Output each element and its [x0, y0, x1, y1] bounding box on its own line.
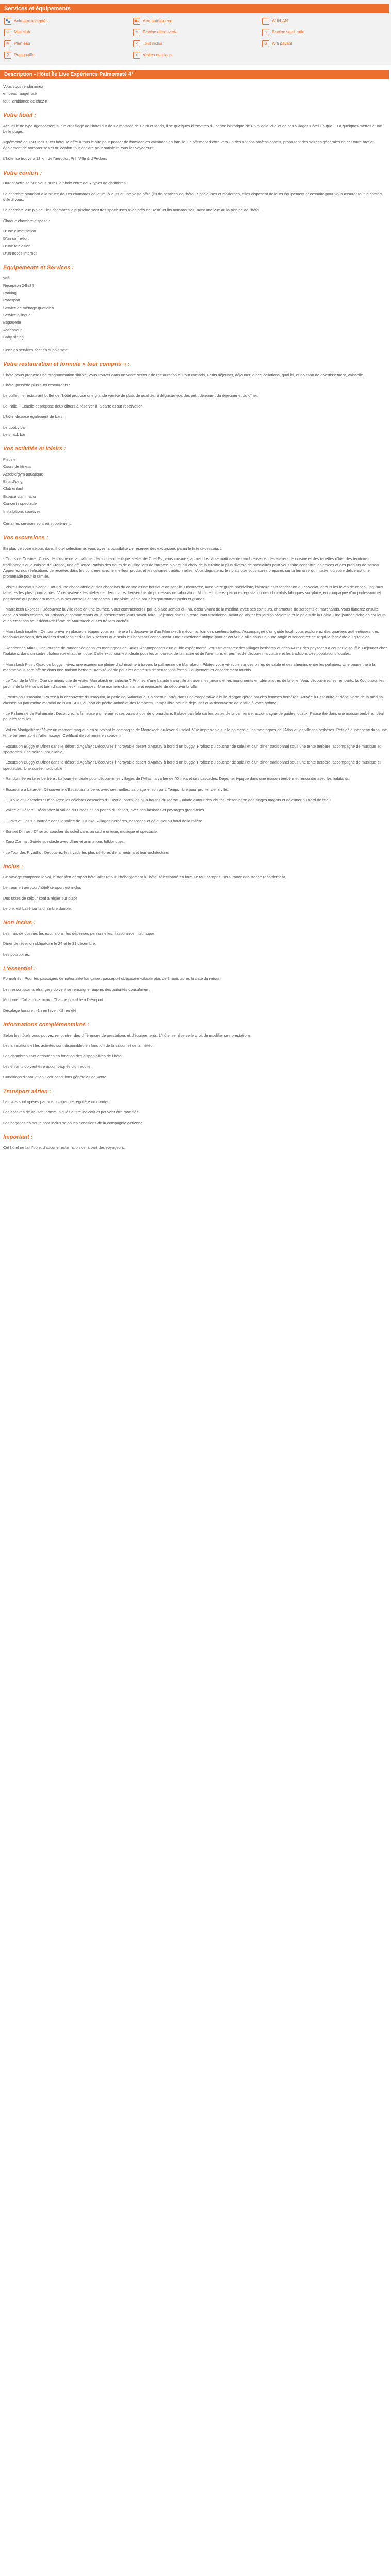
nonincluded-list [3, 930, 388, 957]
service-label: Wifi/LAN [272, 19, 288, 23]
excursion-item: - Vallée et Désert : Découvrez la vallée du Dadès et les portes du désert, avec ses kasbahs et paysages grandioses. [3, 808, 205, 813]
excursion-item: - Ourika et Oasis : Journée dans la vallée de l'Ourika. Villages berbères, cascades et déjeuner au bord de la rivière. [3, 818, 203, 823]
kids-icon: ☺ [4, 29, 11, 36]
activities-title: Vos activités et loisirs : [3, 446, 66, 452]
activities-note: Certaines services sont en supplément. [3, 521, 72, 526]
info-item: Les enfants doivent être accompagnés d'un adulte. [3, 1064, 92, 1069]
excursion-item: - Vol en Montgolfière : Vivez un moment magique en survolant la campagne de Marrakech au lever du soleil. Vue imprenable sur la palmeraie, les montagnes de l'Atlas et les villages berbères. Petit déjeuner servi dans une tente berbère après l'atterrissage. Certificat de vol remis en souvenir. [3, 727, 387, 738]
room-type: La chambre standard à la située de Les chambres de 22 m² à 2 lits et une vaste offre (lit) de services de l'hôtel. Spacieuses et modernes, elles disposent de leurs équipement nécessaire pour vous assurer tout le confort utile à vous. [3, 191, 382, 202]
visit-icon: ⌕ [133, 52, 140, 59]
nonincluded-item: Les pourboires. [3, 952, 30, 957]
formula-intro-restaurants: L'hôtel possède plusieurs restaurants : [3, 382, 70, 387]
list-item: Piscine [3, 456, 16, 462]
list-item: Parasport [3, 298, 20, 303]
list-item: Installations sportives [3, 509, 41, 514]
list-item: Ascenseur [3, 327, 22, 332]
services-grid [0, 18, 391, 59]
transport-title: Transport aérien : [3, 1088, 52, 1095]
service-label: Visites en place [143, 53, 172, 57]
included-title: Inclus : [3, 863, 23, 870]
excursion-item: - Cours de Cuisine : Cours de cuisine de la maîtrise, dans un authentique atelier de Chef Es, vous cuisinez, apprendrez à se maîtriser de nombreuses et des ateliers de cuisine et des recettes d'hier des territoires traditionnels et la cuisine de France, une affluence Parfois des cours de cuisine lors de l'arrivée. Voir aussi choix de la cuisine la plus diverse de spécialités pour vous faire connaître les épices et des produits de saison. Apprenez nos réalisations de recettes dans les contrées avec le meilleur produit et les cuisines traditionnelles. Vous dégusterez les plats que vous aurez préparés sur la terrasse du musée, où votre délice est une promenade pour la famille. [3, 556, 380, 579]
included-item: Le prix est basé sur la chambre double. [3, 906, 72, 911]
restaurant-item: Le buffet : le restaurant buffet de l'hôtel propose une grande variété de plats de qualités, à déguster vos des petit déjeuner, du déjeuner et du dîner. [3, 393, 258, 398]
transport-list [3, 1099, 388, 1126]
list-item: D'un accès internet [3, 251, 37, 256]
excursion-item: - Randonnée en terre berbère : La journée idéale pour découvrir les villages de l'Atlas, la vallée de l'Ourika et ses cascades. Déjeuner typique dans une maison berbère et rencontre avec les habitants. [3, 776, 350, 782]
excursion-item: - Marrakech Express : Découvrez la ville rose en une journée. Vous commencerez par la place Jemaa el-Fna, cœur vivant de la médina, avec ses conteurs, charmeurs de serpents et marchands. Vous flânerez ensuite dans les souks colorés, où artisans et commerçants vous présenteront leurs savoir-faire. Déjeuner dans un restaurant traditionnel avant de visiter les jardins Majorelle et le palais de la Bahia. Une journée riche en couleurs et en émotions pour découvrir l'âme de Marrakech et ses trésors cachés. [3, 606, 386, 623]
excursion-item: - Excursion Buggy et Dîner dans le désert d'Agafay : Découvrez l'incroyable désert d'Agafay à bord d'un buggy. Profitez du coucher de soleil et d'un dîner traditionnel sous une tente berbère, accompagné de musique et spectacles. Une soirée inoubliable. [3, 743, 381, 754]
description-title: Description - Hôtel Île Live Expérience Palmomaté 4* [0, 70, 389, 79]
pool-icon: ≈ [133, 29, 140, 36]
excursion-item: - Excursion Buggy et Dîner dans le désert d'Agafay : Découvrez l'incroyable désert d'Agafay à bord d'un buggy. Profitez du coucher de soleil et d'un dîner traditionnel sous une tente berbère, accompagné de musique et spectacles. Une soirée inoubliable. [3, 760, 381, 771]
description-line: tout l'ambiance de chez n [3, 98, 47, 104]
room-equipment-list [3, 228, 388, 257]
footer-title: Important : [3, 1134, 33, 1141]
service-item [262, 18, 391, 25]
list-item: Espace d'animation [3, 494, 38, 499]
list-item: Wifi [3, 276, 10, 281]
list-item: Billard/ping [3, 479, 23, 484]
equipments-title: Equipements et Services : [3, 264, 74, 271]
service-label: Tout inclus [143, 41, 162, 46]
hotel-paragraph: Accueillé de type agencement sur le crosslage de l'hôtel sur de Palmomaté de Palm et Maris, il se quelques kilomètres du centre historique de Palm dela Ville et de ses Villages Hôtel Unique. Et à quelques mètres d'une belle plage. [3, 123, 382, 134]
excursions-title: Vos excursions : [3, 535, 48, 541]
comfort-intro: Durant votre séjour, vous aurez le choix entre deux types de chambres : [3, 181, 128, 186]
useful-list [3, 976, 388, 1013]
list-item: Réception 24h/24 [3, 283, 34, 288]
list-item: Cours de fitness [3, 464, 31, 469]
list-item: D'une climatisation [3, 229, 36, 234]
room-type: La chambre vue plaine - les chambres vue piscine sont très spacieuses avec près de 32 m² et lits nombreuses, avec une vue au la piscine de l'hôtel. [3, 208, 261, 213]
list-item: Aérobic/gym aquatique [3, 471, 43, 477]
useful-item: Les ressortissants étrangers doivent se renseigner auprès des autorités consulaires. [3, 987, 150, 992]
wifi-paid-icon: $ [262, 40, 269, 47]
list-item: Bagagerie [3, 320, 21, 325]
included-item: Le transfert aéroport/hôtel/aéroport est inclus. [3, 885, 83, 890]
services-title: Services et équipements [0, 4, 389, 13]
equipment-note: Certains services sont en supplément [3, 347, 69, 352]
excursion-item: - Zona Zarma : Soirée spectacle avec dîner et animations folkloriques. [3, 839, 125, 844]
hotel-paragraph: Agrémenté de Tout Inclus, cet hôtel 4* offre à tous le site pour passer de formidables vacances en famille. Le bâtiment d'offre vers un des options professionnels, proposant des soirées générales de cet toute bref et également de nombreuses et du confort tout déclaré pour satisfaire tous les voyageurs. [3, 140, 374, 150]
excursion-item: - Visite Chocolat Épicerie : Tour d'une chocolaterie et des chocolats du centre d'une boutique artisanale. Découvrez, avec votre guide spécialiste, l'histoire et la fabrication du chocolat, depuis les fèves de cacao jusqu'aux tablettes les plus gourmandes. Vous visiterez les ateliers et découvrirez l'ensemble du processus de fabrication. Vous terminerez par une dégustation des chocolats fabriqués sur place, en compagnie d'un professionnel passionné qui partagera avec vous ses conseils et anecdotes. Une visite idéale pour les gourmands petits et grands. [3, 584, 383, 601]
excursion-item: - Le Palmeraie de Palmeraie : Découvrez la fameuse palmeraie et ses oasis à dos de dromadaire. Balade paisible sur les pistes de la palmeraie, accompagné de guides locaux. Pause thé dans une maison berbère. Idéal pour les familles. [3, 711, 384, 722]
service-item [133, 18, 262, 25]
service-item [4, 18, 133, 25]
all-inclusive-icon: ✓ [133, 40, 140, 47]
info-item: Les animations et les activités sont disponibles en fonction de la saison et de la météo. [3, 1043, 154, 1048]
service-item [262, 40, 391, 47]
useful-item: Formalités : Pour les passagers de nationalité française : passeport obligatoire valable plus de 3 mois après la date du retour. [3, 976, 221, 981]
page [0, 0, 391, 1155]
info-item: Conditions d'annulation : voir conditions générales de vente. [3, 1075, 108, 1080]
list-item: D'une télévision [3, 243, 31, 248]
excursion-item: - Ouzoud et Cascades : Découvrez les célèbres cascades d'Ouzoud, parmi les plus hautes du Maroc. Balade autour des chutes, observation des singes magots et déjeuner au bord de l'eau. [3, 797, 332, 802]
equipment-list [3, 275, 388, 341]
excursions-intro: En plus de votre séjour, dans l'hôtel sélectionné, vous avez la possibilité de réserver des excursions parmi le liste ci-dessous : [3, 546, 221, 551]
list-item: Service de ménage quotidien [3, 305, 54, 310]
equipment-intro: Chaque chambre dispose : [3, 218, 50, 223]
hotel-paragraph: L'hôtel se trouve à 12 km de l'aéroport Pnh Ville & d'Pedom. [3, 156, 107, 161]
included-item: Ce voyage comprend le vol, le transfert aéroport hôtel aller retour, l'hébergement à l'hôtel sélectionné en formule tout compris, l'assurance assistance rapatriement. [3, 874, 286, 879]
formula-intro: L'hôtel vous propose une programmation simple, vous trouver dans un vaste secteur de restauration au tout compris, Petits déjeuner, déjeuner, dîner, collations, quoi ici, et boisson de divertissement, vaisselle. [3, 372, 364, 377]
excursion-item: - Randonnée Atlas : Une journée de randonnée dans les montagnes de l'Atlas. Accompagnés d'un guide expérimenté, vous traverserez des villages berbères et découvrirez des paysages à couper le souffle. Déjeuner chez l'habitant, dans un cadre chaleureux et authentique. Cette excursion est idéale pour les amoureux de la nature et de l'aventure, et permet de découvrir la culture et les traditions des populations locales. [3, 645, 387, 656]
nonincluded-item: Les frais de dossier, les excursions, les dépenses personnelles, l'assurance multirisque. [3, 930, 156, 936]
service-label: Aire autofourree [143, 19, 173, 23]
service-item [4, 52, 133, 59]
service-label: Plan eau [14, 41, 30, 46]
service-label: Wifi payant [272, 41, 292, 46]
service-item [133, 52, 262, 59]
restaurant-item: Le Pallal : Ecuelle et propose deux dîners à réserver à la carte et sur réservation. [3, 403, 144, 409]
list-item: Club enfant [3, 486, 23, 492]
transport-item: Les bagages en soute sont inclus selon les conditions de la compagnie aérienne. [3, 1120, 144, 1125]
excursion-item: - Essaouira à bâtarde : Découverte d'Essaouira la belle, avec ses ruelles, sa plage et son port. Temps libre pour profiter de la ville. [3, 787, 229, 792]
transport-item: Les vols sont opérés par une compagnie régulière ou charter. [3, 1099, 110, 1104]
excursion-item: - Excursion Essaouira : Partez à la découverte d'Essaouira, la perle de l'Atlantique. En chemin, arrêt dans une coopérative d'huile d'argan gérée par des femmes berbères. Arrivée à Essaouira et découverte de la médina classée au patrimoine mondial de l'UNESCO, du port de pêche animé et des remparts. Temps libre pour le déjeuner et la découverte de la ville à votre rythme. [3, 694, 383, 705]
services-section [0, 0, 391, 65]
service-item [4, 40, 133, 47]
excursion-item: - Sunset Dinner : Dîner au coucher du soleil dans un cadre unique, musique et spectacle. [3, 829, 158, 834]
info-item: Les chambres sont attribuées en fonction des disponibilités de l'hôtel. [3, 1054, 124, 1059]
description-lines [3, 83, 388, 104]
included-list [3, 874, 388, 912]
service-label: Pracquaille [14, 53, 35, 57]
excursion-item: - Marrakech insolite : Ce tour prévu en plusieurs étapes vous emmène à la découverte d'un Marrakech méconnu, loin des sentiers battus. Accompagné d'un guide local, vous explorerez des quartiers authentiques, des fondouks anciens, des ateliers d'artisans et des lieux secrets que seuls les habitants connaissent. Une expérience unique pour découvrir la ville sous un autre angle et rencontrer ceux qui la font vivre au quotidien. [3, 629, 379, 640]
bars-intro: L'hôtel dispose également de bars : [3, 414, 65, 419]
hotel-title: Votre hôtel : [3, 112, 36, 119]
lake-icon: ≋ [4, 40, 11, 47]
info-item: Selon les hôtels vous pouvez rencontrer des différences de prestations et d'équipements. L'hôtel se réserve le droit de modifier ses prestations. [3, 1032, 252, 1038]
formula-title: Votre restauration et formule « tout compris » : [3, 361, 130, 368]
list-item: Service bilingue [3, 313, 31, 318]
service-label: Mini club [14, 30, 30, 35]
info-list [3, 1032, 388, 1080]
service-item [133, 29, 262, 36]
service-item [133, 40, 262, 47]
camper-icon: ⛟ [133, 18, 140, 25]
service-item [4, 29, 133, 36]
list-item: Baby-sitting [3, 335, 24, 340]
useful-item: Monnaie : Dirham marocain. Change possible à l'aéroport. [3, 997, 105, 1003]
info-title: Informations complémentaires : [3, 1022, 89, 1028]
service-label: Piscine semi-rafle [272, 30, 305, 35]
excursion-list [3, 556, 388, 855]
footer-text: Cet hôtel ne fait l'objet d'aucune réclamation de la part des voyageurs. [3, 1145, 125, 1150]
nonincluded-title: Non inclus : [3, 920, 36, 926]
content [0, 70, 391, 1150]
nonincluded-item: Dîner de réveillon obligatoire le 24 et le 31 décembre. [3, 941, 96, 946]
comfort-title: Votre confort : [3, 170, 42, 176]
description-line: en beau ruaget vsé [3, 91, 37, 96]
excursion-item: - Le Tour des Riyadhs : Découvrez les riyads les plus célèbres de la médina et leur architecture. [3, 850, 169, 855]
paw-icon: 🐾 [4, 18, 11, 25]
bar-item: Le snack bar [3, 432, 26, 437]
list-item: Parking [3, 290, 17, 295]
pool-covered-icon: ⌂ [262, 29, 269, 36]
service-label: Piscine découverte [143, 30, 178, 35]
excursion-item: - Le Tour de la Ville : Que de mieux que de visiter Marrakech en calèche ? Profitez d'une balade tranquille à travers les jardins et les monuments emblématiques de la ville. Vous découvrirez les remparts, la Koutoubia, les jardins de la Ménara et bien d'autres lieux historiques. Une manière charmante et reposante de découvrir la ville. [3, 678, 384, 689]
list-item: D'un coffre-fort [3, 236, 29, 241]
restaurant-icon: ⚲ [4, 52, 11, 59]
useful-title: L'essentiel : [3, 965, 36, 972]
useful-item: Décalage horaire : -1h en hiver, -1h en été. [3, 1008, 78, 1013]
description-line: Vous vous rendormirez [3, 84, 43, 89]
excursion-item: - Marrakech Plus : Quad ou buggy : vivez une expérience pleine d'adrénaline à travers la palmeraie de Marrakech. Pilotez votre véhicule sur des pistes de sable et des chemins entre les palmiers. Une pause thé à la menthe vous sera offerte dans une maison berbère. Activité idéale pour les amateurs de sensations fortes. Équipement et encadrement fournis. [3, 662, 376, 673]
bar-item: Le Lobby bar [3, 425, 26, 430]
activities-list [3, 456, 388, 514]
service-item [262, 29, 391, 36]
transport-item: Les horaires de vol sont communiqués à titre indicatif et peuvent être modifiés. [3, 1110, 140, 1115]
service-label: Animaux acceptés [14, 19, 48, 23]
list-item: Concert / spectacle [3, 501, 37, 506]
included-item: Des taxes de séjour sont à régler sur place. [3, 895, 79, 901]
wifi-icon: ⌔ [262, 18, 269, 25]
